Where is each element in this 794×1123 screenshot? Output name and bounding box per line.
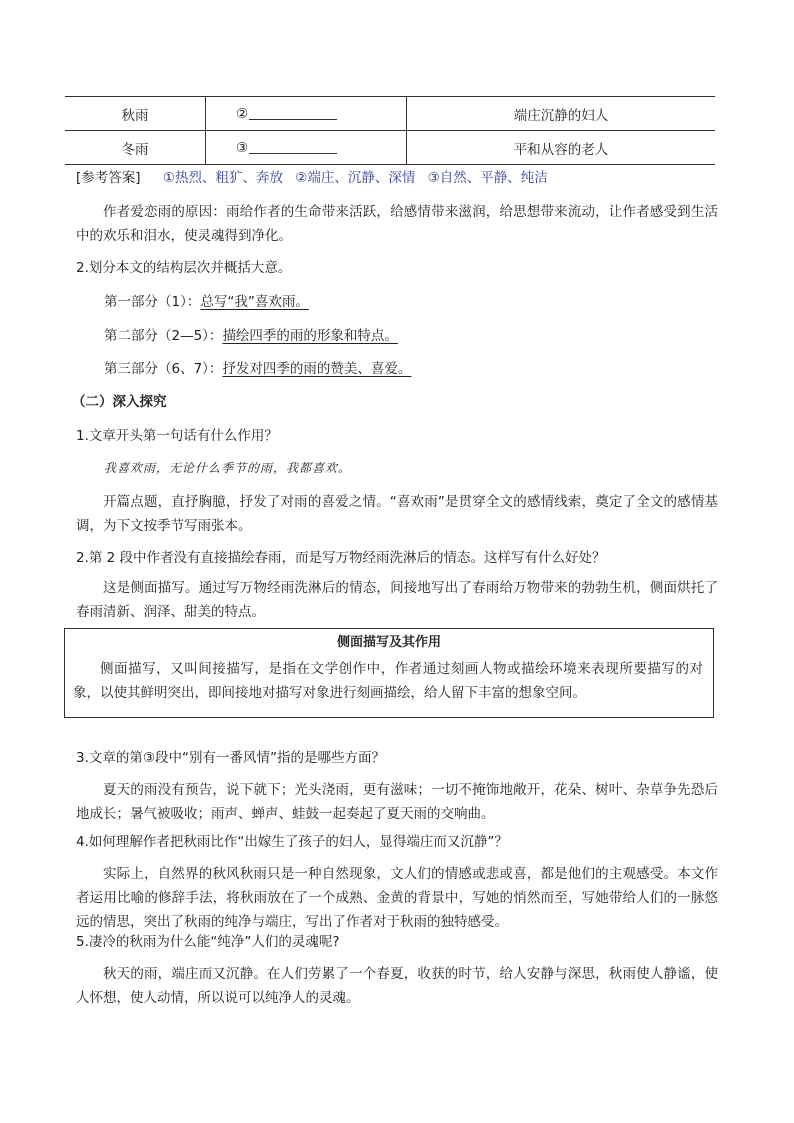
table-cell-trait: 端庄沉静的妇人 [407, 97, 716, 131]
rain-table [65, 96, 715, 165]
table-cell-trait: 平和从容的老人 [407, 131, 716, 165]
blank-number: ② [236, 106, 249, 122]
question-1: 1.文章开头第一句话有什么作用？ [76, 428, 278, 444]
structure-part: 第二部分（2—5）：描绘四季的雨的形象和特点。 [104, 328, 398, 344]
reference-answer [76, 166, 548, 190]
side-description-box [64, 628, 714, 718]
answer-blank [249, 105, 337, 120]
quote-text: 我喜欢雨，无论什么季节的雨，我都喜欢。 [104, 461, 352, 475]
question-5: 5.凄冷的秋雨为什么能“纯净”人们的灵魂呢? [76, 934, 340, 950]
box-title: 侧面描写及其作用 [336, 635, 441, 650]
answer-item: ②端庄、沉静、深情 [295, 170, 416, 186]
structure-part: 第一部分（1）：总写“我”喜欢雨。 [104, 294, 309, 310]
table-row [65, 97, 715, 131]
answer-item: ①热烈、粗犷、奔放 [162, 170, 283, 186]
table-cell-season: 秋雨 [65, 97, 206, 131]
answer-5: 秋天的雨，端庄而又沉静。在人们劳累了一个春夏，收获的时节，给人安静与深思，秋雨使人静谧，使人怀想，使人动情，所以说可以纯净人的灵魂。 [76, 966, 718, 1006]
answer-4: 实际上，自然界的秋风秋雨只是一种自然现象，文人们的情感或悲或喜，都是他们的主观感受。本文作者运用比喻的修辞手法，将秋雨放在了一个成熟、金黄的背景中，写她的悄然而至，写她带给人们的一脉悠远的情思，突出了秋雨的纯净与端庄，写出了作者对于秋雨的独特感受。 [76, 866, 718, 930]
answer-label: [参考答案] [76, 170, 141, 186]
answer-blank [249, 139, 337, 154]
table-cell-blank [206, 97, 407, 131]
table-cell-season: 冬雨 [65, 131, 206, 165]
reason-paragraph: 作者爱恋雨的原因：雨给作者的生命带来活跃，给感情带来滋润，给思想带来流动，让作者感受到生活中的欢乐和泪水，使灵魂得到净化。 [76, 204, 718, 244]
box-text: 侧面描写，又叫间接描写，是指在文学创作中，作者通过刻画人物或描绘环境来表现所要描写的对象，以使其鲜明突出，即间接地对描写对象进行刻画描绘，给人留下丰富的想象空间。 [73, 661, 703, 701]
answer-3: 夏天的雨没有预告，说下就下；光头浇雨，更有滋味；一切不掩饰地敞开，花朵、树叶、杂草争先恐后地成长；暑气被吸收；雨声、蝉声、蛙鼓一起奏起了夏天雨的交响曲。 [76, 782, 718, 822]
table-row [65, 131, 715, 165]
section-title: （二）深入探究 [72, 394, 167, 410]
table-cell-blank [206, 131, 407, 165]
answer-2: 这是侧面描写。通过写万物经雨洗淋后的情态，间接地写出了春雨给万物带来的勃勃生机，侧面烘托了春雨清新、润泽、甜美的特点。 [76, 580, 718, 620]
question-2: 2.第 2 段中作者没有直接描绘春雨，而是写万物经雨洗淋后的情态。这样写有什么好处？ [76, 550, 606, 566]
question-structure: 2.划分本文的结构层次并概括大意。 [76, 260, 292, 276]
blank-number: ③ [236, 140, 249, 156]
question-3: 3.文章的第③段中“别有一番风情”指的是哪些方面？ [76, 750, 385, 766]
answer-item: ③自然、平静、纯洁 [427, 170, 548, 186]
answer-1: 开篇点题，直抒胸臆，抒发了对雨的喜爱之情。“喜欢雨”是贯穿全文的感情线索，奠定了全文的感情基调，为下文按季节写雨张本。 [76, 494, 718, 534]
structure-part: 第三部分（6、7）：抒发对四季的雨的赞美、喜爱。 [104, 361, 412, 377]
question-4: 4.如何理解作者把秋雨比作“出嫁生了孩子的妇人，显得端庄而又沉静”？ [76, 834, 508, 850]
